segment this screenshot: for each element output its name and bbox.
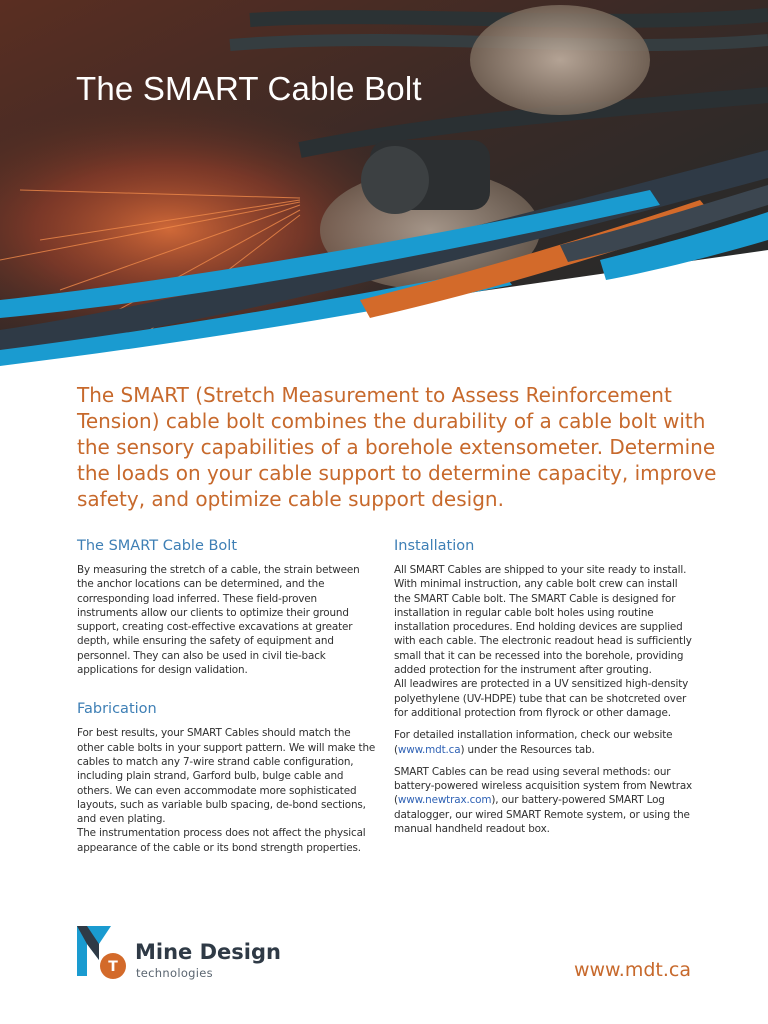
section-heading-smart-cable-bolt: The SMART Cable Bolt — [77, 538, 238, 554]
footer-website[interactable]: www.mdt.ca — [573, 959, 691, 981]
readout-methods-paragraph — [394, 765, 694, 836]
right-column — [394, 538, 694, 836]
mdt-website-link[interactable]: www.mdt.ca — [397, 743, 461, 756]
readout-methods-text: SMART Cables can be read using several methods: our battery-powered wireless acquisition system from Newtrax ( — [394, 765, 693, 807]
company-logo — [77, 922, 287, 982]
fabrication-paragraph: For best results, your SMART Cables should match the other cable bolts in your support pattern. We will make the cables to match any 7-wire strand cable configuration, including plain strand, Garford bulb, bulge cable and others. We can even accommodate more sophisticated layouts, such as variable bulb spacing, de-bond sections, and even plating. — [77, 727, 376, 826]
page-title: The SMART Cable Bolt — [76, 70, 422, 107]
installation-info-text: For detailed installation information, check our website ( — [394, 729, 673, 756]
installation-paragraph-2: All leadwires are protected in a UV sensitized high-density polyethylene (UV-HDPE) tube that can be shotcreted over for additional protection from flyrock or other damage. — [394, 678, 689, 719]
smart-cable-bolt-paragraph: By measuring the stretch of a cable, the strain between the anchor locations can be determined, and the corresponding load inferred. These field-proven instruments allow our clients to optimize their ground support, creating cost-effective excavations at greater depth, while ensuring the safety of equipment and personnel. They can also be used in civil tie-back applications for design validation. — [77, 564, 360, 677]
hero-photo-illustration — [0, 0, 768, 370]
svg-text:T: T — [108, 959, 118, 975]
hero-banner — [0, 0, 768, 370]
installation-info-paragraph — [394, 728, 694, 757]
left-column — [77, 538, 377, 855]
company-name: Mine Design — [135, 940, 281, 964]
newtrax-website-link[interactable]: www.newtrax.com — [397, 794, 492, 807]
installation-paragraph: All SMART Cables are shipped to your site ready to install. With minimal instruction, any cable bolt crew can install the SMART Cable bolt. The SMART Cable is designed for installation in regular cable bolt holes using routine installation procedures. End holding devices are supplied with each cable. The electronic readout head is sufficiently small that it can be recessed into the borehole, providing added protection for the instrument after grouting. — [394, 564, 692, 677]
readout-methods-text-end: ), our battery-powered SMART Log datalogger, our wired SMART Remote system, or using the manual handheld readout box. — [394, 794, 690, 836]
section-heading-fabrication: Fabrication — [77, 701, 157, 718]
section-heading-installation: Installation — [394, 538, 475, 554]
mine-design-logo-mark-icon — [77, 922, 127, 980]
lead-paragraph: The SMART (Stretch Measurement to Assess Reinforcement Tension) cable bolt combines the durability of a cable bolt with the sensory capabilities of a borehole extensometer. Determine the loads on your cable support to determine capacity, improve safety, and optimize cable support design. — [77, 383, 717, 511]
installation-info-text-end: ) under the Resources tab. — [460, 743, 595, 756]
company-tagline: technologies — [136, 966, 213, 980]
fabrication-paragraph-2: The instrumentation process does not affect the physical appearance of the cable or its bond strength properties. — [77, 827, 366, 854]
